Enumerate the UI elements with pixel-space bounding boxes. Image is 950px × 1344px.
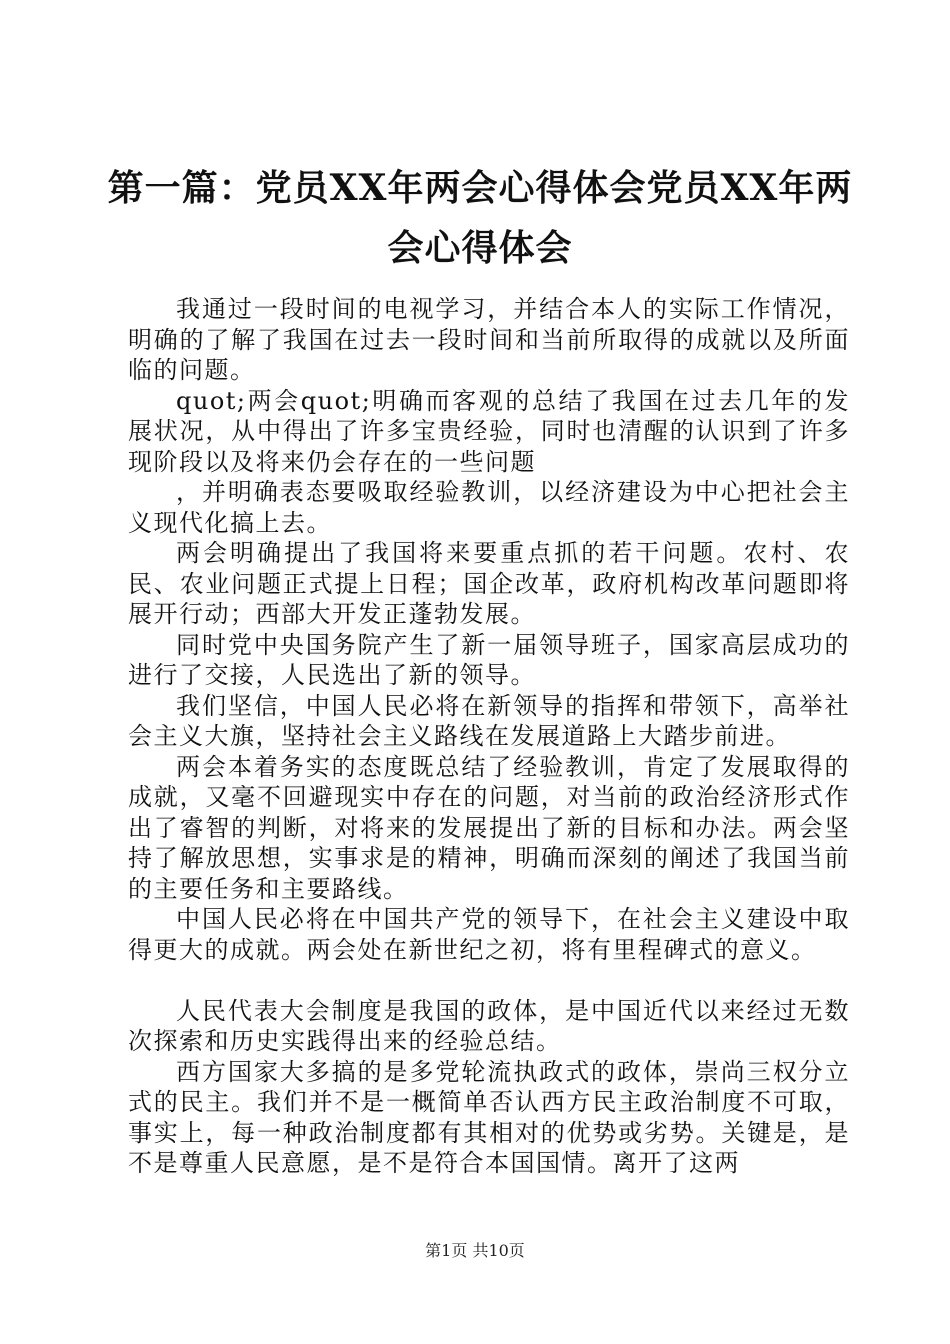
- paragraph: 我们坚信，中国人民必将在新领导的指挥和带领下，高举社会主义大旗，坚持社会主义路线在发展道路上大踏步前进。: [128, 691, 850, 750]
- paragraph: 我通过一段时间的电视学习，并结合本人的实际工作情况，明确的了解了我国在过去一段时间和当前所取得的成就以及所面临的问题。: [128, 295, 850, 384]
- paragraph: 两会明确提出了我国将来要重点抓的若干问题。农村、农民、农业问题正式提上日程；国企改革，政府机构改革问题即将展开行动；西部大开发正蓬勃发展。: [128, 539, 850, 628]
- title-line-1: 第一篇：党员XX年两会心得体会党员XX年两: [107, 167, 853, 209]
- paragraph: 同时党中央国务院产生了新一届领导班子，国家高层成功的进行了交接，人民选出了新的领导。: [128, 630, 850, 689]
- paragraph: 西方国家大多搞的是多党轮流执政式的政体，崇尚三权分立式的民主。我们并不是一概简单否认西方民主政治制度不可取，事实上，每一种政治制度都有其相对的优势或劣势。关键是，是不是尊重人民意愿，是不是符合本国国情。离开了这两: [128, 1057, 850, 1177]
- paragraph: quot;两会quot;明确而客观的总结了我国在过去几年的发展状况，从中得出了许多宝贵经验，同时也清醒的认识到了许多现阶段以及将来仍会存在的一些问题: [128, 386, 850, 476]
- paragraph: ，并明确表态要吸取经验教训，以经济建设为中心把社会主义现代化搞上去。: [128, 478, 850, 537]
- paragraph: 中国人民必将在中国共产党的领导下，在社会主义建设中取得更大的成就。两会处在新世纪之初，将有里程碑式的意义。: [128, 905, 850, 964]
- title-line-2: 会心得体会: [387, 227, 573, 269]
- page-number-footer: 第1页 共10页: [425, 1241, 525, 1260]
- paragraph: 人民代表大会制度是我国的政体，是中国近代以来经过无数次探索和历史实践得出来的经验总结。: [128, 996, 850, 1055]
- document-body: [128, 294, 850, 1179]
- document-title: [100, 158, 860, 278]
- paragraph: 两会本着务实的态度既总结了经验教训，肯定了发展取得的成就，又毫不回避现实中存在的问题，对当前的政治经济形式作出了睿智的判断，对将来的发展提出了新的目标和办法。两会坚持了解放思想，实事求是的精神，明确而深刻的阐述了我国当前的主要任务和主要路线。: [128, 752, 850, 903]
- paragraph-spacer: [128, 965, 850, 996]
